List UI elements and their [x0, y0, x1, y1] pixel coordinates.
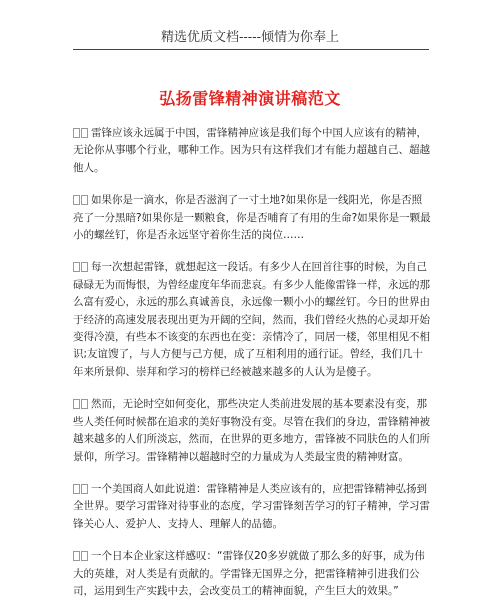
placeholder-box-icon — [81, 484, 88, 494]
document-body — [73, 125, 431, 615]
placeholder-box-icon — [81, 399, 88, 409]
paragraph-text: 如果你是一滴水，你是否滋润了一寸土地?如果你是一线阳光，你是否照亮了一分黑暗?如果你是一颗粮食，你是否哺育了有用的生命?如果你是一颗最小的螺丝钉，你是否永远坚守着你生活的岗位…… — [73, 194, 431, 242]
paragraph — [73, 192, 431, 244]
document-title: 弘扬雷锋精神演讲稿范文 — [159, 89, 341, 108]
header-divider — [73, 49, 429, 50]
paragraph-text: 一个日本企业家这样感叹：“雷锋仅20多岁就做了那么多的好事，成为伟大的英雄，对人类是有贡献的。学雷锋无国界之分，把雷锋精神引进我们公司，运用到生产实践中去，会改变员工的精神面貌，产生巨大的效果。” — [73, 550, 425, 597]
placeholder-box-icon — [81, 195, 88, 205]
paragraph-text: 雷锋应该永远属于中国，雷锋精神应该是我们每个中国人应该有的精神，无论你从事哪个行业，哪种工作。因为只有这样我们才有能力超越自己、超越他人。 — [73, 127, 430, 174]
paragraph-text: 然而，无论时空如何变化，那些决定人类前进发展的基本要素没有变，那些人类任何时候都在追求的美好事物没有变。尽管在我们的身边，雷锋精神被越来越多的人们所淡忘，然而，在世界的更多地方，雷锋被不同肤色的人们所景仰，所学习。雷锋精神以超越时空的力量成为人类最宝贵的精神财富。 — [73, 398, 430, 463]
placeholder-box-icon — [73, 128, 80, 138]
paragraph — [73, 125, 431, 177]
placeholder-box-icon — [81, 262, 88, 272]
paragraph-text: 每一次想起雷锋，就想起这一段话。有多少人在回首往事的时候，为自己碌碌无为而悔恨，为曾经虚度年华而悲哀。有多少人能像雷锋一样，永远的那么富有爱心，永远的那么真诚善良，永远像一颗小小的螺丝钉。今日的世界由于经济的高速发展表现出更为开阔的空间，然而，我们曾经火热的心灵却开始变得冷漠，有些本不该变的东西也在变：亲情冷了，同居一楼，邻里相见不相识;友谊馊了，与人方便与己方便，成了互相利用的通行证。曾经，我们几十年来所景仰、崇拜和学习的榜样已经被越来越多的人认为是傻子。 — [73, 261, 430, 378]
placeholder-box-icon — [73, 551, 80, 561]
paragraph — [73, 548, 431, 600]
paragraph — [73, 481, 431, 533]
placeholder-box-icon — [73, 195, 80, 205]
placeholder-box-icon — [73, 399, 80, 409]
paragraph — [73, 259, 431, 381]
placeholder-box-icon — [73, 484, 80, 494]
placeholder-box-icon — [81, 551, 88, 561]
paragraph — [73, 396, 431, 466]
paragraph-text: 一个美国商人如此说道：雷锋精神是人类应该有的，应把雷锋精神弘扬到全世界。要学习雷锋对待事业的态度，学习雷锋刻苦学习的钉子精神，学习雷锋关心人、爱护人、支持人、理解人的品德。 — [73, 482, 430, 530]
placeholder-box-icon — [81, 128, 88, 138]
page-header: 精选优质文档-----倾情为你奉上 — [161, 30, 339, 45]
placeholder-box-icon — [73, 262, 80, 272]
